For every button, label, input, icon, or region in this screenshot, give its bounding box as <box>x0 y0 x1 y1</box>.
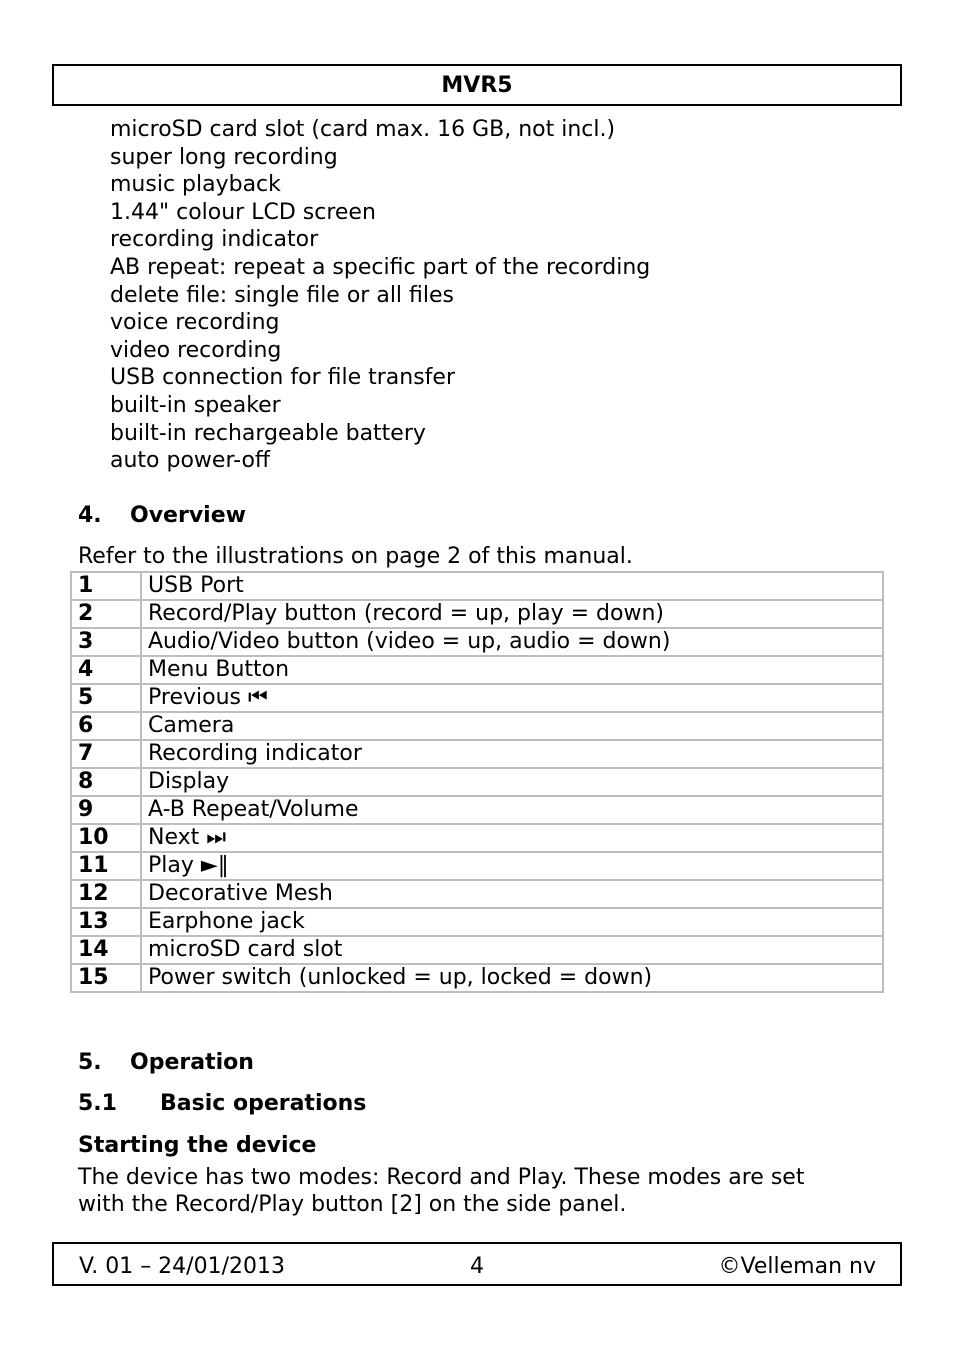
subsection-title: Basic operations <box>160 1091 367 1116</box>
row-number: 4 <box>71 656 141 684</box>
feature-item: music playback <box>110 172 281 198</box>
row-label: Menu Button <box>141 656 883 684</box>
subsection-number: 5.1 <box>78 1091 117 1116</box>
feature-list <box>110 116 650 475</box>
row-number: 14 <box>71 936 141 964</box>
section-number: 5. <box>78 1050 102 1075</box>
row-number: 10 <box>71 824 141 852</box>
starting-device-heading: Starting the device <box>78 1133 317 1158</box>
row-number: 2 <box>71 600 141 628</box>
table-row <box>71 600 883 628</box>
row-number: 8 <box>71 768 141 796</box>
table-row <box>71 880 883 908</box>
overview-intro: Refer to the illustrations on page 2 of this manual. <box>78 544 633 569</box>
row-label: Play ►‖ <box>141 852 883 880</box>
feature-item: super long recording <box>110 144 338 170</box>
table-row <box>71 908 883 936</box>
table-row <box>71 824 883 852</box>
row-label: Record/Play button (record = up, play = down) <box>141 600 883 628</box>
copyright: ©Velleman nv <box>718 1254 876 1279</box>
row-number: 6 <box>71 712 141 740</box>
table-row <box>71 768 883 796</box>
row-label: Earphone jack <box>141 908 883 936</box>
section-heading-overview <box>78 503 246 528</box>
page-number: 4 <box>470 1254 484 1279</box>
section-number: 4. <box>78 503 102 528</box>
table-row <box>71 964 883 992</box>
table-row <box>71 936 883 964</box>
row-number: 13 <box>71 908 141 936</box>
row-label: USB Port <box>141 572 883 600</box>
row-number: 1 <box>71 572 141 600</box>
row-label: Next ⏭ <box>141 824 883 852</box>
row-label: Camera <box>141 712 883 740</box>
table-row <box>71 796 883 824</box>
section-heading-operation <box>78 1050 254 1075</box>
row-number: 11 <box>71 852 141 880</box>
row-label: Power switch (unlocked = up, locked = down) <box>141 964 883 992</box>
row-label: Decorative Mesh <box>141 880 883 908</box>
row-label: Audio/Video button (video = up, audio = down) <box>141 628 883 656</box>
feature-item: AB repeat: repeat a specific part of the recording <box>110 254 651 280</box>
row-label: Previous ⏮ <box>141 684 883 712</box>
feature-item: USB connection for file transfer <box>110 365 455 391</box>
row-label: Recording indicator <box>141 740 883 768</box>
table-row <box>71 572 883 600</box>
feature-item: delete file: single file or all files <box>110 282 454 308</box>
feature-item: 1.44" colour LCD screen <box>110 199 376 225</box>
row-number: 7 <box>71 740 141 768</box>
table-row <box>71 740 883 768</box>
row-number: 12 <box>71 880 141 908</box>
row-label: Display <box>141 768 883 796</box>
starting-device-text-line-2: with the Record/Play button [2] on the side panel. <box>78 1192 627 1217</box>
version-date: V. 01 – 24/01/2013 <box>79 1254 285 1279</box>
page-footer <box>52 1242 902 1286</box>
row-number: 5 <box>71 684 141 712</box>
overview-table <box>70 571 884 993</box>
subsection-heading-basic-operations <box>78 1091 366 1116</box>
page-header <box>52 64 902 106</box>
feature-item: recording indicator <box>110 227 319 253</box>
section-title: Overview <box>130 503 246 528</box>
document-title: MVR5 <box>441 73 513 98</box>
feature-item: microSD card slot (card max. 16 GB, not incl.) <box>110 117 616 142</box>
feature-item: video recording <box>110 337 282 363</box>
row-label: microSD card slot <box>141 936 883 964</box>
table-row <box>71 712 883 740</box>
row-label: A-B Repeat/Volume <box>141 796 883 824</box>
table-row <box>71 656 883 684</box>
feature-item: built-in rechargeable battery <box>110 420 426 446</box>
feature-item: built-in speaker <box>110 392 281 418</box>
row-number: 3 <box>71 628 141 656</box>
starting-device-text-line-1: The device has two modes: Record and Play. These modes are set <box>78 1165 805 1190</box>
row-number: 15 <box>71 964 141 992</box>
feature-item: voice recording <box>110 310 280 336</box>
table-row <box>71 628 883 656</box>
table-row <box>71 684 883 712</box>
row-number: 9 <box>71 796 141 824</box>
section-title: Operation <box>130 1050 254 1075</box>
table-row <box>71 852 883 880</box>
feature-item: auto power-off <box>110 448 271 474</box>
